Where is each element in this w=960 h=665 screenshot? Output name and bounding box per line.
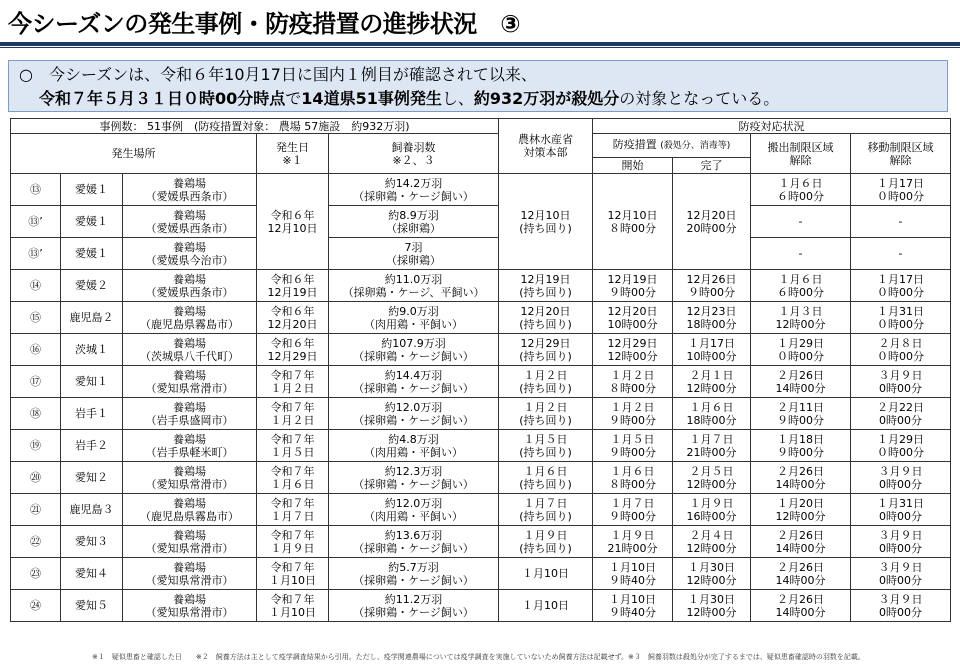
out-zone-lift: ２月11日 ９時00分 — [751, 398, 851, 430]
farm-type: 養鶏場 — [173, 240, 206, 254]
table-body — [11, 174, 951, 622]
case-number-cell — [11, 590, 61, 622]
case-number: ⑮ — [30, 311, 41, 324]
measure-start: １月５日 ９時00分 — [593, 430, 673, 462]
farm-location-cell — [123, 526, 257, 558]
table-row — [11, 270, 951, 302]
measures-header-label: 防疫措置 — [612, 138, 657, 151]
outbreak-date: 令和７年 １月７日 — [257, 494, 329, 526]
move-zone-lift: ３月９日 0時00分 — [851, 590, 951, 622]
summary-particle-shi: し、 — [441, 89, 474, 108]
measures-header — [593, 134, 751, 158]
farm-location-cell — [123, 398, 257, 430]
outbreak-date: 令和７年 １月10日 — [257, 590, 329, 622]
farm-type: 養鶏場 — [173, 400, 206, 414]
out-zone-lift: １月20日 12時00分 — [751, 494, 851, 526]
response-header: 防疫対応状況 — [593, 119, 951, 134]
measure-done: 12月20日 20時00分 — [673, 174, 751, 270]
case-name: 鹿児島２ — [61, 302, 123, 334]
case-name: 愛知２ — [61, 462, 123, 494]
hq-date: １月２日 (持ち回り) — [499, 398, 593, 430]
farm-location-cell — [123, 174, 257, 206]
table-row — [11, 206, 951, 238]
out-zone-lift: ２月26日 14時00分 — [751, 366, 851, 398]
hq-date: １月５日 (持ち回り) — [499, 430, 593, 462]
bird-count: 約11.0万羽 — [384, 272, 443, 286]
case-number-cell — [11, 494, 61, 526]
out-zone-lift: - — [751, 206, 851, 238]
measure-done: 12月26日 ９時00分 — [673, 270, 751, 302]
case-number: ⑰ — [30, 375, 41, 388]
bird-count-cell — [329, 238, 499, 270]
out-zone-header: 搬出制限区域 解除 — [751, 134, 851, 174]
move-zone-lift: ３月９日 0時00分 — [851, 526, 951, 558]
farm-place: （愛知県常滑市） — [145, 477, 234, 491]
farm-location-cell — [123, 334, 257, 366]
case-name: 岩手２ — [61, 430, 123, 462]
outbreak-date: 令和６年 12月20日 — [257, 302, 329, 334]
farm-location-cell — [123, 302, 257, 334]
farm-place: （鹿児島県霧島市） — [140, 509, 239, 523]
out-zone-lift: １月29日 ０時00分 — [751, 334, 851, 366]
outbreak-date: 令和７年 １月２日 — [257, 366, 329, 398]
bird-count: 約9.0万羽 — [388, 304, 439, 318]
farm-type: 養鶏場 — [173, 560, 206, 574]
farm-type: 養鶏場 — [173, 336, 206, 350]
farm-type: 養鶏場 — [173, 368, 206, 382]
bird-type: （採卵鶏・ケージ飼い） — [353, 605, 474, 619]
case-number-cell — [11, 558, 61, 590]
count-header-label: 飼養羽数 — [391, 140, 436, 154]
measure-start: １月10日 ９時40分 — [593, 590, 673, 622]
table-row — [11, 334, 951, 366]
measure-start: １月２日 ９時00分 — [593, 398, 673, 430]
measure-done: １月７日 21時00分 — [673, 430, 751, 462]
measure-start: １月２日 ８時00分 — [593, 366, 673, 398]
out-zone-lift: ２月26日 14時00分 — [751, 590, 851, 622]
measure-start: １月９日 21時00分 — [593, 526, 673, 558]
measure-start: １月６日 ８時00分 — [593, 462, 673, 494]
bird-count-cell — [329, 462, 499, 494]
bird-count-cell — [329, 174, 499, 206]
bird-type: （採卵鶏・ケージ飼い） — [353, 189, 474, 203]
done-header: 完了 — [673, 158, 751, 174]
farm-location-cell — [123, 270, 257, 302]
out-zone-lift: １月３日 12時00分 — [751, 302, 851, 334]
bird-count: 約11.2万羽 — [384, 592, 443, 606]
farm-type: 養鶏場 — [173, 304, 206, 318]
bird-count: 約107.9万羽 — [381, 336, 446, 350]
farm-type: 養鶏場 — [173, 432, 206, 446]
case-number: ⑲ — [30, 439, 41, 452]
farm-type: 養鶏場 — [173, 272, 206, 286]
farm-place: （愛知県常滑市） — [145, 605, 234, 619]
measure-start: １月10日 ９時40分 — [593, 558, 673, 590]
table-row — [11, 462, 951, 494]
outbreak-date: 令和７年 １月５日 — [257, 430, 329, 462]
summary-timepoint: 令和７年５月３１日０時00分時点 — [39, 89, 286, 108]
farm-place: （愛知県常滑市） — [145, 573, 234, 587]
measure-done: １月17日 10時00分 — [673, 334, 751, 366]
farm-type: 養鶏場 — [173, 496, 206, 510]
farm-type: 養鶏場 — [173, 464, 206, 478]
summary-line-1: ○ 今シーズンは、令和６年10月17日に国内１例目が確認されて以来、 — [19, 65, 537, 84]
farm-place: （岩手県盛岡市） — [145, 413, 234, 427]
farm-place: （愛媛県今治市） — [145, 253, 234, 267]
bird-count: 約14.2万羽 — [384, 176, 443, 190]
summary-line-2 — [39, 88, 779, 110]
summary-culled: 約932万羽が殺処分 — [473, 89, 620, 108]
measure-done: １月９日 16時00分 — [673, 494, 751, 526]
bird-count-cell — [329, 270, 499, 302]
move-zone-lift: １月17日 ０時00分 — [851, 174, 951, 206]
case-number-cell — [11, 366, 61, 398]
location-header: 発生場所 — [11, 134, 257, 174]
measure-start: 12月29日 12時00分 — [593, 334, 673, 366]
outbreak-date: 令和７年 １月９日 — [257, 526, 329, 558]
table-row — [11, 398, 951, 430]
bird-count-cell — [329, 206, 499, 238]
bird-count-cell — [329, 558, 499, 590]
bird-count-cell — [329, 398, 499, 430]
farm-place: （岩手県軽米町） — [145, 445, 234, 459]
title-underline-thin — [0, 47, 960, 48]
move-zone-lift: ３月９日 0時00分 — [851, 558, 951, 590]
bird-type: （採卵鶏・ケージ飼い） — [353, 573, 474, 587]
bird-count: 約14.4万羽 — [384, 368, 443, 382]
farm-place: （愛知県常滑市） — [145, 541, 234, 555]
farm-type: 養鶏場 — [173, 176, 206, 190]
summary-box — [8, 60, 948, 112]
outbreak-date: 令和７年 １月６日 — [257, 462, 329, 494]
case-number: ㉑ — [30, 503, 41, 516]
outbreak-date: 令和６年 12月10日 — [257, 174, 329, 270]
farm-location-cell — [123, 590, 257, 622]
bird-count: 約5.7万羽 — [388, 560, 439, 574]
case-number-cell — [11, 302, 61, 334]
table-row — [11, 302, 951, 334]
move-zone-lift: - — [851, 206, 951, 238]
measure-start: 12月10日 ８時00分 — [593, 174, 673, 270]
table-row — [11, 238, 951, 270]
hq-date: 12月29日 (持ち回り) — [499, 334, 593, 366]
farm-location-cell — [123, 366, 257, 398]
case-number: ⑳ — [30, 471, 41, 484]
bird-count-cell — [329, 526, 499, 558]
measures-header-note: (殺処分、消毒等) — [660, 141, 731, 151]
case-name: 愛媛１ — [61, 174, 123, 206]
measure-done: 12月23日 18時00分 — [673, 302, 751, 334]
measure-done: １月６日 18時00分 — [673, 398, 751, 430]
move-zone-lift: - — [851, 238, 951, 270]
farm-type: 養鶏場 — [173, 592, 206, 606]
case-number: ⑬ — [30, 183, 41, 196]
farm-location-cell — [123, 494, 257, 526]
case-name: 愛媛２ — [61, 270, 123, 302]
bird-type: （肉用鶏・平飼い） — [364, 445, 464, 459]
farm-location-cell — [123, 206, 257, 238]
out-zone-lift: １月18日 ９時00分 — [751, 430, 851, 462]
case-number: ⑬’ — [28, 215, 43, 228]
case-number-cell — [11, 398, 61, 430]
move-zone-lift: ２月８日 ０時00分 — [851, 334, 951, 366]
farm-place: （鹿児島県霧島市） — [140, 317, 239, 331]
case-number-cell — [11, 462, 61, 494]
out-zone-lift: １月６日 ６時00分 — [751, 174, 851, 206]
out-zone-lift: ２月26日 14時00分 — [751, 526, 851, 558]
out-zone-lift: ２月26日 14時00分 — [751, 558, 851, 590]
count-header-note: ※２、３ — [392, 153, 435, 167]
move-zone-lift: １月31日 ０時00分 — [851, 302, 951, 334]
farm-location-cell — [123, 462, 257, 494]
move-zone-lift: ３月９日 0時00分 — [851, 366, 951, 398]
measure-done: ２月５日 12時00分 — [673, 462, 751, 494]
out-zone-lift: ２月26日 14時00分 — [751, 462, 851, 494]
measure-done: １月30日 12時00分 — [673, 590, 751, 622]
page-title: 今シーズンの発生事例・防疫措置の進捗状況 ③ — [8, 10, 521, 38]
bird-count: 7羽 — [404, 240, 423, 254]
move-zone-lift: １月17日 ０時00分 — [851, 270, 951, 302]
bird-count: 約8.9万羽 — [388, 208, 439, 222]
case-name: 愛知３ — [61, 526, 123, 558]
farm-place: （愛媛県西条市） — [145, 221, 234, 235]
bird-type: （採卵鶏） — [386, 253, 442, 267]
case-number-cell — [11, 174, 61, 206]
farm-type: 養鶏場 — [173, 208, 206, 222]
farm-type: 養鶏場 — [173, 528, 206, 542]
bird-type: （採卵鶏・ケージ飼い） — [353, 349, 474, 363]
case-number: ㉒ — [30, 535, 41, 548]
farm-place: （愛媛県西条市） — [145, 189, 234, 203]
bird-type: （肉用鶏・平飼い） — [364, 317, 464, 331]
case-name: 愛知５ — [61, 590, 123, 622]
table-row — [11, 366, 951, 398]
bird-type: （採卵鶏・ケージ飼い） — [353, 381, 474, 395]
bird-count: 約12.0万羽 — [384, 496, 443, 510]
bird-count-cell — [329, 366, 499, 398]
table-row — [11, 590, 951, 622]
measure-start: 12月20日 10時00分 — [593, 302, 673, 334]
measure-done: １月30日 12時00分 — [673, 558, 751, 590]
case-number: ⑱ — [30, 407, 41, 420]
farm-place: （愛媛県西条市） — [145, 285, 234, 299]
hq-header: 農林水産省 対策本部 — [499, 119, 593, 174]
case-name: 愛媛１ — [61, 206, 123, 238]
measure-start: 12月19日 ９時00分 — [593, 270, 673, 302]
table-row — [11, 526, 951, 558]
count-header — [329, 134, 499, 174]
move-zone-lift: ２月22日 0時00分 — [851, 398, 951, 430]
table-row — [11, 174, 951, 206]
farm-place: （愛知県常滑市） — [145, 381, 234, 395]
hq-date: 12月10日 (持ち回り) — [499, 174, 593, 270]
cases-header: 事例数： 51事例 (防疫措置対象： 農場 57施設 約932万羽) — [11, 119, 499, 134]
hq-date: １月７日 (持ち回り) — [499, 494, 593, 526]
case-number: ㉔ — [30, 599, 41, 612]
date-header — [257, 134, 329, 174]
bird-type: （採卵鶏） — [386, 221, 442, 235]
move-zone-lift: ３月９日 0時00分 — [851, 462, 951, 494]
hq-date: 12月20日 (持ち回り) — [499, 302, 593, 334]
case-number-cell — [11, 238, 61, 270]
farm-location-cell — [123, 558, 257, 590]
bird-count: 約4.8万羽 — [388, 432, 439, 446]
bird-type: （肉用鶏・平飼い） — [364, 509, 464, 523]
case-number-cell — [11, 334, 61, 366]
outbreak-date: 令和６年 12月19日 — [257, 270, 329, 302]
farm-location-cell — [123, 430, 257, 462]
case-name: 鹿児島３ — [61, 494, 123, 526]
bird-count-cell — [329, 430, 499, 462]
case-number-cell — [11, 526, 61, 558]
measure-done: ２月４日 12時00分 — [673, 526, 751, 558]
move-zone-lift: １月31日 0時00分 — [851, 494, 951, 526]
bird-count: 約13.6万羽 — [384, 528, 443, 542]
farm-location-cell — [123, 238, 257, 270]
outbreak-date: 令和６年 12月29日 — [257, 334, 329, 366]
hq-date: １月６日 (持ち回り) — [499, 462, 593, 494]
case-number-cell — [11, 270, 61, 302]
bird-count: 約12.0万羽 — [384, 400, 443, 414]
outbreak-table — [10, 118, 951, 622]
out-zone-lift: - — [751, 238, 851, 270]
bird-type: （採卵鶏・ケージ飼い） — [353, 541, 474, 555]
bird-type: （採卵鶏・ケージ、平飼い） — [342, 285, 485, 299]
summary-particle-de: で — [285, 89, 302, 108]
case-number: ⑭ — [30, 279, 41, 292]
case-number: ⑬’ — [28, 247, 43, 260]
outbreak-date: 令和７年 １月２日 — [257, 398, 329, 430]
measure-start: １月７日 ９時00分 — [593, 494, 673, 526]
hq-date: １月10日 — [499, 558, 593, 590]
case-name: 愛媛１ — [61, 238, 123, 270]
case-number-cell — [11, 206, 61, 238]
case-name: 愛知１ — [61, 366, 123, 398]
date-header-note: ※１ — [282, 153, 303, 167]
bird-count-cell — [329, 494, 499, 526]
bird-count: 約12.3万羽 — [384, 464, 443, 478]
summary-suffix: の対象となっている。 — [619, 89, 780, 108]
outbreak-date: 令和７年 １月10日 — [257, 558, 329, 590]
title-underline — [0, 42, 960, 46]
bird-type: （採卵鶏・ケージ飼い） — [353, 477, 474, 491]
case-name: 愛知４ — [61, 558, 123, 590]
case-number-cell — [11, 430, 61, 462]
case-number: ㉓ — [30, 567, 41, 580]
bird-count-cell — [329, 590, 499, 622]
bird-type: （採卵鶏・ケージ飼い） — [353, 413, 474, 427]
hq-date: １月２日 (持ち回り) — [499, 366, 593, 398]
start-header: 開始 — [593, 158, 673, 174]
case-name: 岩手１ — [61, 398, 123, 430]
summary-cases: 14道県51事例発生 — [301, 89, 442, 108]
table-row — [11, 494, 951, 526]
case-number: ⑯ — [30, 343, 41, 356]
move-zone-lift: １月29日 ０時00分 — [851, 430, 951, 462]
case-name: 茨城１ — [61, 334, 123, 366]
hq-date: １月10日 — [499, 590, 593, 622]
bird-count-cell — [329, 302, 499, 334]
move-zone-header: 移動制限区域 解除 — [851, 134, 951, 174]
hq-date: １月９日 (持ち回り) — [499, 526, 593, 558]
out-zone-lift: １月６日 ６時00分 — [751, 270, 851, 302]
bird-count-cell — [329, 334, 499, 366]
hq-date: 12月19日 (持ち回り) — [499, 270, 593, 302]
measure-done: ２月１日 12時00分 — [673, 366, 751, 398]
table-row — [11, 558, 951, 590]
table-row — [11, 430, 951, 462]
footnote: ※１ 疑似患畜と確認した日 ※２ 飼養方法は主として疫学調査結果から引用。ただし、疫学関連農場については疫学調査を実施していないため飼養方法は記載せず。※３ 飼養羽数は殺処分が完了するまでは、疑似患畜確認時の羽数を記載。 — [92, 653, 865, 661]
farm-place: （茨城県八千代町） — [140, 349, 239, 363]
date-header-label: 発生日 — [276, 140, 309, 154]
